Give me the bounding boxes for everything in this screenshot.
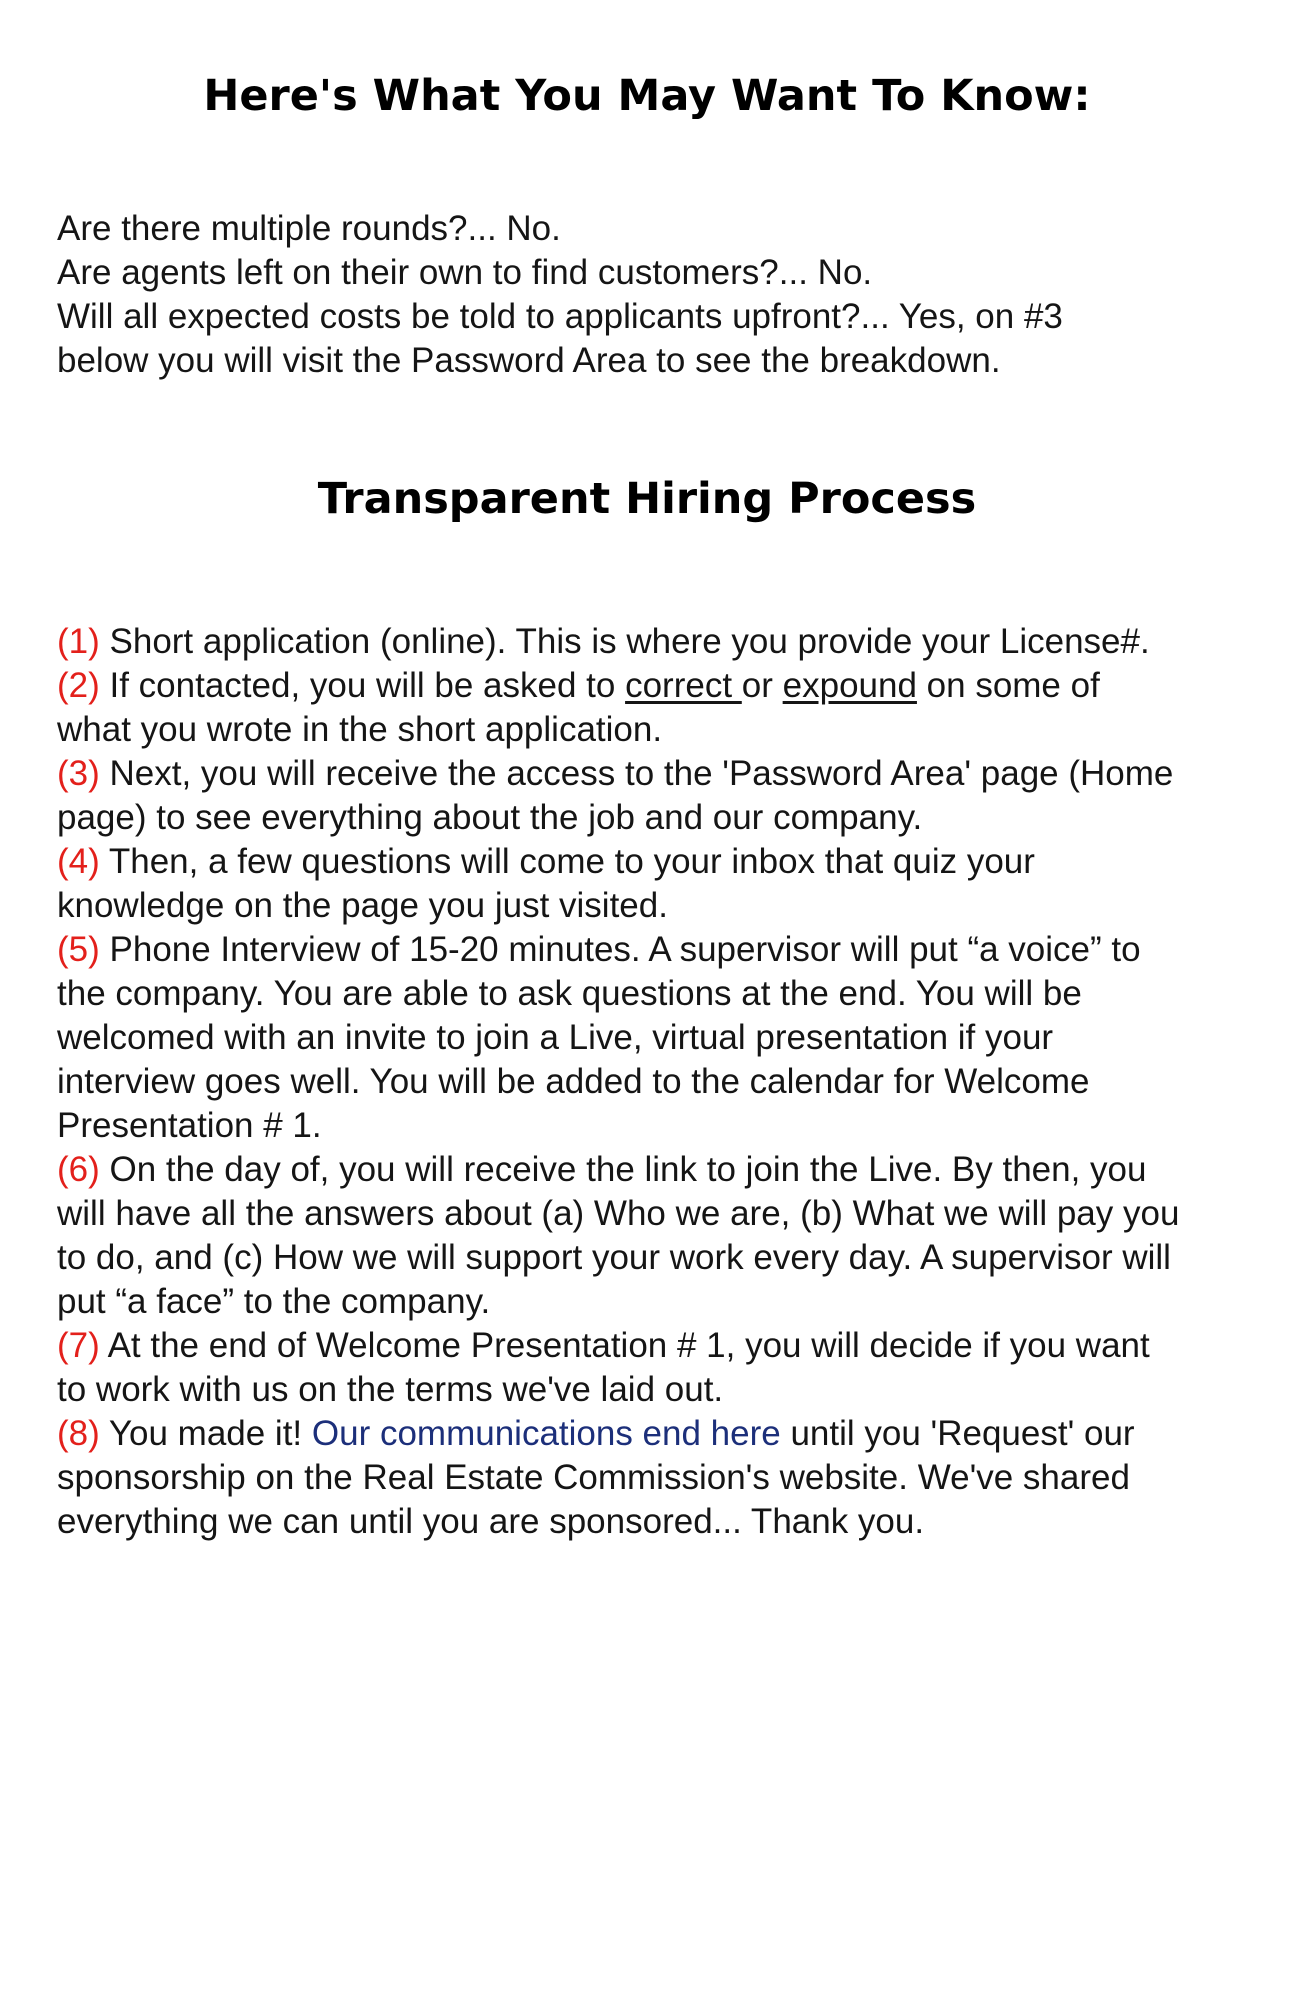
step-2 <box>57 664 1257 708</box>
step-8 <box>57 1412 1257 1456</box>
step-number: (1) <box>57 622 100 661</box>
step-6-cont: will have all the answers about (a) Who we are, (b) What we will pay you <box>57 1194 1180 1233</box>
step-text: Short application (online). This is where you provide your License#. <box>99 622 1150 661</box>
step-5-cont: Presentation # 1. <box>57 1106 322 1145</box>
step-text: until you 'Request' our <box>780 1414 1135 1453</box>
step-7-cont: to work with us on the terms we've laid out. <box>57 1370 724 1409</box>
step-number: (8) <box>57 1414 100 1453</box>
step-6-cont: put “a face” to the company. <box>57 1282 491 1321</box>
step-number: (7) <box>57 1326 100 1365</box>
step-number: (4) <box>57 842 100 881</box>
step-3-cont: page) to see everything about the job and our company. <box>57 798 923 837</box>
faq-line: Are agents left on their own to find customers?... No. <box>57 253 873 292</box>
page-title: Here's What You May Want To Know: <box>203 71 1091 121</box>
faq-line: Are there multiple rounds?... No. <box>57 209 561 248</box>
step-8-cont: everything we can until you are sponsored... Thank you. <box>57 1502 925 1541</box>
step-6-cont: to do, and (c) How we will support your work every day. A supervisor will <box>57 1238 1171 1277</box>
step-text: On the day of, you will receive the link to join the Live. By then, you <box>99 1150 1147 1189</box>
step-text: Then, a few questions will come to your inbox that quiz your <box>99 842 1035 881</box>
step-5-cont: interview goes well. You will be added to the calendar for Welcome <box>57 1062 1090 1101</box>
section-title: Transparent Hiring Process <box>317 474 977 524</box>
step-1 <box>57 620 1257 664</box>
step-2-cont: what you wrote in the short application. <box>57 710 663 749</box>
step-8-cont: sponsorship on the Real Estate Commission's website. We've shared <box>57 1458 1130 1497</box>
step-5-cont: the company. You are able to ask questions at the end. You will be <box>57 974 1082 1013</box>
step-number: (6) <box>57 1150 100 1189</box>
faq-line: below you will visit the Password Area to see the breakdown. <box>57 341 1001 380</box>
communications-link[interactable]: Our communications end here <box>311 1414 781 1453</box>
step-number: (3) <box>57 754 100 793</box>
hiring-steps <box>57 620 1257 1544</box>
step-5 <box>57 928 1257 972</box>
step-text: on some of <box>916 666 1100 705</box>
step-text: If contacted, you will be asked to <box>99 666 626 705</box>
step-text: Phone Interview of 15-20 minutes. A supervisor will put “a voice” to <box>99 930 1141 969</box>
step-number: (2) <box>57 666 100 705</box>
underlined-word-correct: correct <box>625 666 742 705</box>
step-number: (5) <box>57 930 100 969</box>
step-text: Next, you will receive the access to the 'Password Area' page (Home <box>99 754 1174 793</box>
step-6 <box>57 1148 1257 1192</box>
step-4-cont: knowledge on the page you just visited. <box>57 886 668 925</box>
faq-section <box>57 207 1257 383</box>
step-7 <box>57 1324 1257 1368</box>
step-5-cont: welcomed with an invite to join a Live, virtual presentation if your <box>57 1018 1054 1057</box>
step-4 <box>57 840 1257 884</box>
step-text: You made it! <box>99 1414 312 1453</box>
step-text: At the end of Welcome Presentation # 1, you will decide if you want <box>99 1326 1150 1365</box>
step-3 <box>57 752 1257 796</box>
step-text: or <box>741 666 783 705</box>
underlined-word-expound: expound <box>782 666 917 705</box>
faq-line: Will all expected costs be told to applicants upfront?... Yes, on #3 <box>57 297 1063 336</box>
